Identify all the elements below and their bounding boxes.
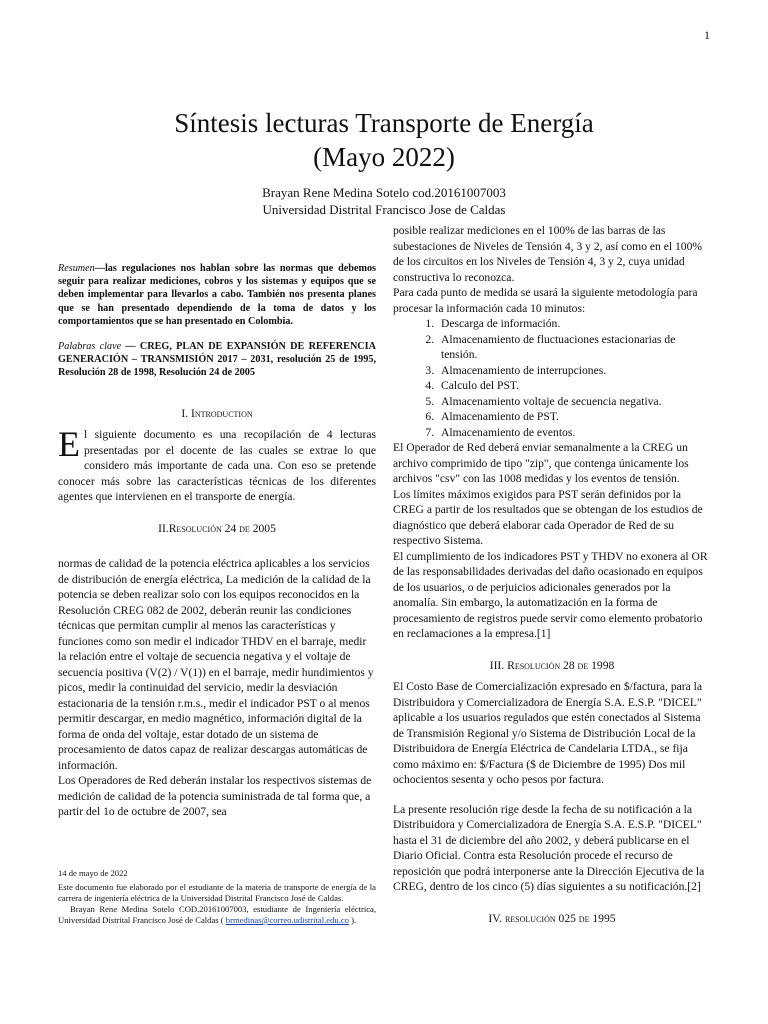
introduction-text: l siguiente documento es una recopilación de 4 lecturas presentadas por el docente de las cuales se extrae lo que considero más importante de cada una. Con eso se pretende conocer más sobre las características técnicas de los diferentes agentes que intervienen en el transporte de energía. (58, 428, 376, 504)
methodology-steps-list (393, 316, 711, 440)
section-heading-resolucion-28: III. Resolución 28 de 1998 (489, 658, 615, 672)
list-item: 1. Descarga de información. (437, 316, 711, 332)
section-heading-resolucion-24: II.Resolución 24 de 2005 (158, 521, 276, 535)
resolucion-24-paragraph-1: normas de calidad de la potencia eléctrica aplicables a los servicios de distribución de energía eléctrica, La medición de la calidad de la potencia se deben realizar solo con los equipos reconocidos en la Resolución CREG 082 de 2002, deberán reunir las condiciones técnicas que permitan cumplir al menos las características y funciones como son medir el indicador THDV en el barraje, medir la relación entre el voltaje de secuencia negativa y el voltaje de secuencia positiva (V(2) / V(1)) en el barraje, medir hundimientos y picos, medir la continuidad del servicio, medir la desviación estacionaria de la tensión r.m.s., medir el indicador PST o al menos permitir descargar, en medio magnético, información digital de la forma de onda del voltaje, estar dotado de un sistema de procesamiento de datos capaz de realizar descargas automáticas de información. (58, 557, 374, 772)
right-column (393, 223, 711, 932)
resolucion-24-paragraph-4: Para cada punto de medida se usará la siguiente metodología para procesar la información cada 10 minutos: (393, 286, 698, 315)
resolucion-24-paragraph-5: El Operador de Red deberá enviar semanalmente a la CREG un archivo comprimido de tipo "zip", que contenga únicamente los archivos "csv" con las 1008 medidas y los eventos de tensión. (393, 441, 689, 485)
list-item: 5. Almacenamiento voltaje de secuencia negativa. (437, 394, 711, 410)
author-email-link[interactable]: brmedinas@correo.udistrital.edu.co (225, 915, 349, 925)
page-number: 1 (704, 28, 710, 42)
author-name: Brayan Rene Medina Sotelo cod.20161007003 (262, 185, 506, 200)
abstract-text: —las regulaciones nos hablan sobre las normas que debemos seguir para realizar mediciones, cobros y los sistemas y equipos que se deben implementar para llevarlos a cabo. También nos presenta planes que se han presentado dependiendo de la toma de datos y los comportamientos que se han presentado en Colombia. (58, 263, 376, 327)
footnote-2-text: Brayan Rene Medina Sotelo COD.20161007003, estudiante de Ingeniería eléctrica, Universidad Distrital Francisco José de Caldas ( (58, 904, 376, 925)
resolucion-24-paragraph-7: El cumplimiento de los indicadores PST y THDV no exonera al OR de las responsabilidades derivadas del daño ocasionado en equipos de los usuarios, o de perjuicios adicionales generados por la anomalía. Sin embargo, la automatización en la forma de procesamiento de registros puede servir como elemento probatorio en reclamaciones a la empresa.[1] (393, 549, 708, 640)
list-item: 3. Almacenamiento de interrupciones. (437, 363, 711, 379)
list-item: 4. Calculo del PST. (437, 378, 711, 394)
abstract (58, 262, 376, 328)
footnote-2-end: ). (348, 915, 357, 925)
keywords-lead: Palabras clave (58, 341, 122, 353)
section-heading-resolucion-025: IV. resolución 025 de 1995 (488, 911, 616, 925)
list-item: 2. Almacenamiento de fluctuaciones estacionarias de tensión. (437, 332, 711, 363)
left-column (58, 262, 376, 820)
footnote-2 (58, 904, 376, 926)
drop-cap: E (58, 424, 80, 465)
title-block (0, 106, 768, 218)
keywords-text: — CREG, PLAN DE EXPANSIÓN DE REFERENCIA GENERACIÓN – TRANSMISIÓN 2017 – 2031, resolución 25 de 1995, Resolución 28 de 1998, Resolución 24 de 2005 (58, 341, 376, 379)
footnotes (58, 868, 376, 926)
footnote-1: Este documento fue elaborado por el estudiante de la materia de transporte de energía de la carrera de ingeniería eléctrica de la Universidad Distrital Francisco José de Caldas. (58, 882, 376, 903)
paper-title-line2: (Mayo 2022) (313, 142, 455, 172)
resolucion-24-paragraph-6: Los límites máximos exigidos para PST serán definidos por la CREG a partir de los resultados que se obtengan de los estudios de diagnóstico que deberá elaborar cada Operador de Red de su respectivo Sistema. (393, 487, 703, 547)
resolucion-24-paragraph-2: Los Operadores de Red deberán instalar los respectivos sistemas de medición de calidad de la potencia suministrada de tal forma que, a partir del 1o de octubre de 2007, sea (58, 774, 372, 819)
section-heading-introduction: I. Introduction (181, 406, 253, 420)
introduction-paragraph (58, 424, 376, 505)
resolucion-28-paragraph-2: La presente resolución rige desde la fecha de su notificación a la Distribuidora y Comercializadora de Energía S.A. E.S.P. "DICEL" hasta el 31 de diciembre del año 2002, y deberá publicarse en el Diario Oficial. Contra esta Resolución procede el recurso de reposición que podrá interponerse ante la Dirección Ejecutiva de la CREG, dentro de los cinco (5) días siguientes a su notificación.[2] (393, 802, 705, 893)
keywords (58, 340, 376, 380)
abstract-lead: Resumen (58, 263, 95, 274)
list-item: 6. Almacenamiento de PST. (437, 409, 711, 425)
list-item: 7. Almacenamiento de eventos. (437, 425, 711, 441)
resolucion-24-paragraph-3: posible realizar mediciones en el 100% de las barras de las subestaciones de Niveles de Tensión 4, 3 y 2, así como en el 100% de los circuitos en los Niveles de Tensión 4, 3 y 2, cuya unidad constructiva lo reconozca. (393, 224, 703, 284)
resolucion-28-paragraph-1: El Costo Base de Comercialización expresado en $/factura, para la Distribuidora y Comercializadora de Energía S.A. E.S.P. "DICEL" aplicable a los usuarios regulados que estén conectados al Sistema de Transmisión Regional y/o Sistema de Distribución Local de la Distribuidora de Energía Eléctrica de Candelaria LTDA., se fija como máximo en: $/Factura ($ de Diciembre de 1995) Dos mil ochocientos sesenta y ocho pesos por factura. (393, 680, 703, 786)
author-affiliation: Universidad Distrital Francisco Jose de Caldas (262, 202, 506, 217)
paper-title-line1: Síntesis lecturas Transporte de Energía (174, 108, 594, 138)
footnote-date: 14 de mayo de 2022 (58, 868, 128, 878)
